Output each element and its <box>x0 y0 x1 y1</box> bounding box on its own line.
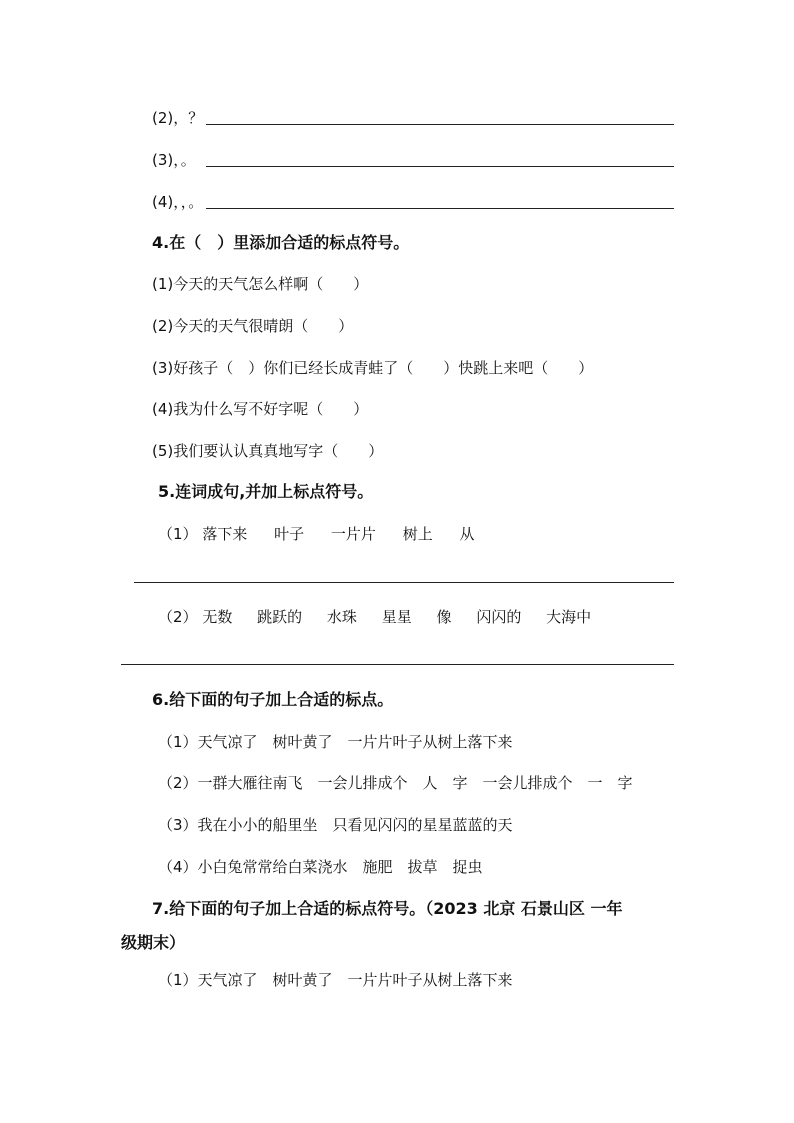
q3-item-2-answer-line[interactable] <box>206 124 674 125</box>
word-chip: 树上 <box>402 525 433 543</box>
q6-item: （3）我在小小的船里坐 只看见闪闪的星星蓝蓝的天 <box>158 816 513 834</box>
word-chip: 无数 <box>202 608 233 626</box>
word-chip: 水珠 <box>326 608 357 626</box>
q4-item: (3)好孩子（ ）你们已经长成青蛙了（ ）快跳上来吧（ ） <box>152 359 594 377</box>
q6-item: （4）小白兔常常给白菜浇水 施肥 拔草 捉虫 <box>158 858 483 876</box>
word-chip: 一片片 <box>330 525 376 543</box>
word-chip: 从 <box>459 525 475 543</box>
q7-heading-continued: 级期末） <box>121 933 186 952</box>
q4-item: (5)我们要认认真真地写字（ ） <box>152 442 384 460</box>
q5-item-2-answer-line[interactable] <box>121 664 674 665</box>
q7-item: （1）天气凉了 树叶黄了 一片片叶子从树上落下来 <box>158 971 513 989</box>
word-chip: 落下来 <box>202 525 248 543</box>
word-chip: 跳跃的 <box>257 608 303 626</box>
q6-item: （1）天气凉了 树叶黄了 一片片叶子从树上落下来 <box>158 733 513 751</box>
word-chip: 闪闪的 <box>476 608 522 626</box>
q3-item-4-label: (4)，，。 <box>152 193 204 211</box>
q3-item-3-label: (3)，。 <box>152 151 196 169</box>
q4-item: (1)今天的天气怎么样啊（ ） <box>152 275 369 293</box>
q5-item-1-number: （1） <box>158 525 198 543</box>
q5-item-2-number: （2） <box>158 608 198 626</box>
q4-item: (2)今天的天气很晴朗（ ） <box>152 317 354 335</box>
word-chip: 像 <box>436 608 452 626</box>
q6-item: （2）一群大雁往南飞 一会儿排成个 人 字 一会儿排成个 一 字 <box>158 774 633 792</box>
q3-item-3-answer-line[interactable] <box>206 166 674 167</box>
q3-item-4-answer-line[interactable] <box>206 208 674 209</box>
q5-item-1-answer-line[interactable] <box>134 582 674 583</box>
q5-item-1 <box>158 524 475 544</box>
word-chip: 大海中 <box>546 608 592 626</box>
word-chip: 星星 <box>381 608 412 626</box>
q3-item-2-label: (2)，？ <box>152 109 204 127</box>
q5-heading: 5.连词成句,并加上标点符号。 <box>158 482 374 501</box>
q7-heading: 7.给下面的句子加上合适的标点符号。（2023 北京 石景山区 一年 <box>152 899 623 918</box>
q5-item-2 <box>158 607 591 627</box>
q4-heading: 4.在（ ）里添加合适的标点符号。 <box>152 233 410 252</box>
q4-item: (4)我为什么写不好字呢（ ） <box>152 400 369 418</box>
word-chip: 叶子 <box>274 525 305 543</box>
q6-heading: 6.给下面的句子加上合适的标点。 <box>152 690 394 709</box>
